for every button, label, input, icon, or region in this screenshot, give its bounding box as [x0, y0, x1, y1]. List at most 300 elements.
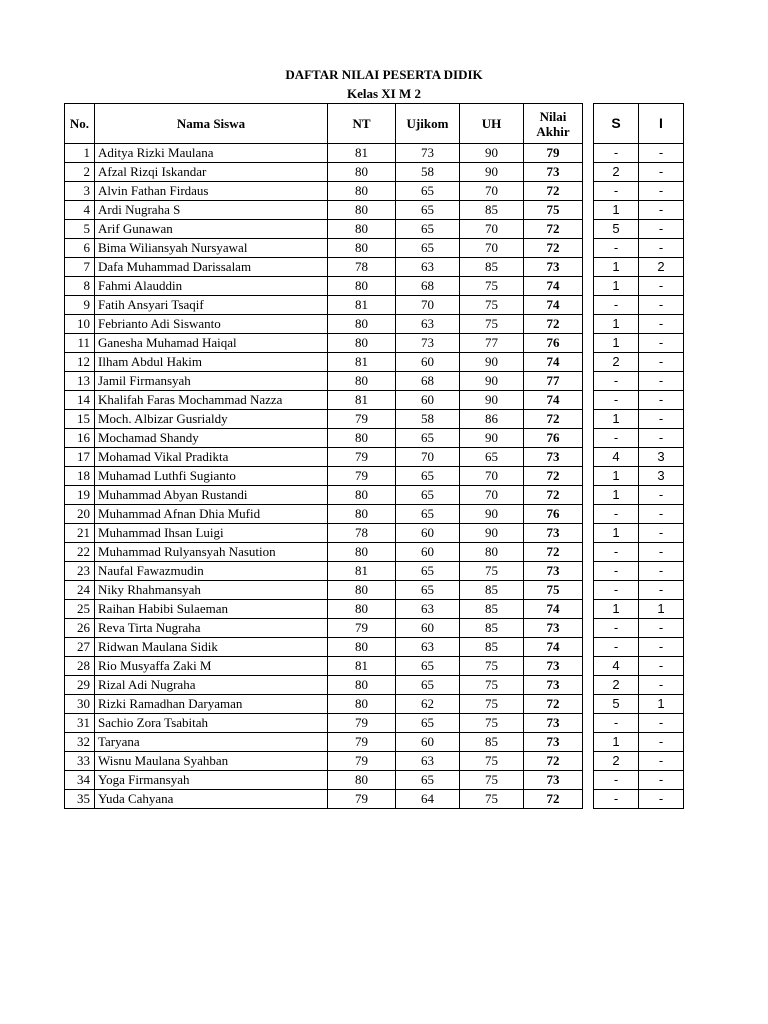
cell-ujikom: 63	[396, 638, 460, 657]
cell-no: 18	[65, 467, 95, 486]
cell-nilai-akhir: 72	[524, 239, 583, 258]
attendance-row	[594, 790, 684, 809]
cell-uh: 75	[460, 676, 524, 695]
table-row	[65, 714, 583, 733]
cell-name: Mohamad Vikal Pradikta	[95, 448, 328, 467]
cell-no: 26	[65, 619, 95, 638]
cell-uh: 90	[460, 163, 524, 182]
cell-nilai-akhir: 76	[524, 429, 583, 448]
cell-s: -	[594, 543, 639, 562]
cell-name: Sachio Zora Tsabitah	[95, 714, 328, 733]
attendance-row	[594, 220, 684, 239]
attendance-row	[594, 334, 684, 353]
cell-nt: 79	[328, 448, 396, 467]
cell-uh: 85	[460, 581, 524, 600]
cell-name: Bima Wiliansyah Nursyawal	[95, 239, 328, 258]
cell-no: 30	[65, 695, 95, 714]
cell-nt: 80	[328, 771, 396, 790]
cell-no: 2	[65, 163, 95, 182]
attendance-row	[594, 201, 684, 220]
cell-uh: 70	[460, 467, 524, 486]
cell-s: -	[594, 714, 639, 733]
cell-uh: 70	[460, 239, 524, 258]
cell-nilai-akhir: 73	[524, 448, 583, 467]
cell-nt: 80	[328, 676, 396, 695]
table-row	[65, 315, 583, 334]
cell-uh: 65	[460, 448, 524, 467]
cell-name: Reva Tirta Nugraha	[95, 619, 328, 638]
table-row	[65, 144, 583, 163]
header-no: No.	[65, 104, 95, 144]
cell-i: -	[639, 676, 684, 695]
table-row	[65, 353, 583, 372]
cell-s: -	[594, 391, 639, 410]
cell-ujikom: 65	[396, 657, 460, 676]
cell-nilai-akhir: 74	[524, 296, 583, 315]
cell-uh: 75	[460, 657, 524, 676]
table-row	[65, 486, 583, 505]
cell-ujikom: 65	[396, 220, 460, 239]
cell-uh: 85	[460, 619, 524, 638]
table-row	[65, 334, 583, 353]
cell-i: -	[639, 752, 684, 771]
table-row	[65, 695, 583, 714]
table-row	[65, 258, 583, 277]
table-row	[65, 657, 583, 676]
cell-uh: 75	[460, 562, 524, 581]
cell-i: -	[639, 353, 684, 372]
header-nilai-akhir	[524, 104, 583, 144]
cell-nilai-akhir: 75	[524, 201, 583, 220]
cell-nt: 79	[328, 467, 396, 486]
table-row	[65, 448, 583, 467]
cell-i: -	[639, 505, 684, 524]
cell-ujikom: 58	[396, 410, 460, 429]
cell-nt: 81	[328, 353, 396, 372]
cell-uh: 75	[460, 790, 524, 809]
cell-ujikom: 73	[396, 144, 460, 163]
cell-ujikom: 63	[396, 315, 460, 334]
cell-nt: 80	[328, 429, 396, 448]
attendance-row	[594, 372, 684, 391]
cell-i: -	[639, 220, 684, 239]
cell-name: Afzal Rizqi Iskandar	[95, 163, 328, 182]
table-row	[65, 505, 583, 524]
cell-ujikom: 62	[396, 695, 460, 714]
cell-s: 1	[594, 524, 639, 543]
cell-uh: 90	[460, 391, 524, 410]
cell-no: 22	[65, 543, 95, 562]
cell-nilai-akhir: 73	[524, 771, 583, 790]
cell-s: -	[594, 429, 639, 448]
cell-s: 4	[594, 448, 639, 467]
cell-uh: 75	[460, 714, 524, 733]
cell-nilai-akhir: 74	[524, 353, 583, 372]
cell-i: -	[639, 277, 684, 296]
cell-uh: 90	[460, 524, 524, 543]
table-row	[65, 220, 583, 239]
table-row	[65, 600, 583, 619]
header-nt: NT	[328, 104, 396, 144]
attendance-row	[594, 467, 684, 486]
grades-table	[64, 103, 583, 809]
cell-uh: 85	[460, 201, 524, 220]
cell-s: 1	[594, 277, 639, 296]
cell-ujikom: 65	[396, 581, 460, 600]
table-row	[65, 182, 583, 201]
cell-name: Rizal Adi Nugraha	[95, 676, 328, 695]
table-row	[65, 524, 583, 543]
attendance-row	[594, 733, 684, 752]
cell-name: Dafa Muhammad Darissalam	[95, 258, 328, 277]
attendance-row	[594, 296, 684, 315]
cell-nilai-akhir: 73	[524, 714, 583, 733]
cell-no: 13	[65, 372, 95, 391]
cell-i: -	[639, 372, 684, 391]
cell-nilai-akhir: 72	[524, 752, 583, 771]
cell-name: Muhammad Rulyansyah Nasution	[95, 543, 328, 562]
attendance-row	[594, 752, 684, 771]
cell-i: -	[639, 296, 684, 315]
cell-nilai-akhir: 77	[524, 372, 583, 391]
cell-nt: 80	[328, 486, 396, 505]
attendance-row	[594, 353, 684, 372]
cell-no: 25	[65, 600, 95, 619]
attendance-row	[594, 676, 684, 695]
cell-s: -	[594, 638, 639, 657]
cell-i: -	[639, 562, 684, 581]
cell-nt: 78	[328, 524, 396, 543]
cell-nt: 79	[328, 619, 396, 638]
cell-name: Ridwan Maulana Sidik	[95, 638, 328, 657]
cell-no: 19	[65, 486, 95, 505]
table-row	[65, 543, 583, 562]
cell-no: 15	[65, 410, 95, 429]
cell-name: Febrianto Adi Siswanto	[95, 315, 328, 334]
table-row	[65, 790, 583, 809]
cell-nt: 81	[328, 144, 396, 163]
attendance-row	[594, 163, 684, 182]
cell-s: 5	[594, 220, 639, 239]
cell-ujikom: 60	[396, 391, 460, 410]
cell-name: Muhammad Ihsan Luigi	[95, 524, 328, 543]
cell-ujikom: 68	[396, 277, 460, 296]
cell-s: -	[594, 182, 639, 201]
cell-nilai-akhir: 72	[524, 695, 583, 714]
cell-no: 32	[65, 733, 95, 752]
cell-name: Niky Rhahmansyah	[95, 581, 328, 600]
cell-ujikom: 58	[396, 163, 460, 182]
cell-i: -	[639, 790, 684, 809]
cell-no: 3	[65, 182, 95, 201]
cell-i: -	[639, 657, 684, 676]
cell-i: -	[639, 714, 684, 733]
cell-i: 1	[639, 600, 684, 619]
cell-s: 1	[594, 258, 639, 277]
cell-uh: 75	[460, 771, 524, 790]
cell-no: 23	[65, 562, 95, 581]
cell-no: 5	[65, 220, 95, 239]
cell-name: Raihan Habibi Sulaeman	[95, 600, 328, 619]
attendance-row	[594, 391, 684, 410]
cell-no: 33	[65, 752, 95, 771]
cell-i: -	[639, 619, 684, 638]
cell-nilai-akhir: 73	[524, 258, 583, 277]
cell-nilai-akhir: 72	[524, 182, 583, 201]
cell-s: 1	[594, 201, 639, 220]
cell-s: -	[594, 562, 639, 581]
header-nilai-akhir-line2: Akhir	[536, 123, 570, 139]
cell-ujikom: 60	[396, 524, 460, 543]
cell-name: Wisnu Maulana Syahban	[95, 752, 328, 771]
cell-ujikom: 65	[396, 486, 460, 505]
cell-i: -	[639, 182, 684, 201]
attendance-row	[594, 581, 684, 600]
header-name: Nama Siswa	[95, 104, 328, 144]
cell-name: Fahmi Alauddin	[95, 277, 328, 296]
table-row	[65, 296, 583, 315]
cell-nt: 81	[328, 657, 396, 676]
cell-uh: 86	[460, 410, 524, 429]
cell-name: Khalifah Faras Mochammad Nazza	[95, 391, 328, 410]
cell-s: 2	[594, 676, 639, 695]
cell-s: 5	[594, 695, 639, 714]
cell-ujikom: 63	[396, 258, 460, 277]
cell-s: -	[594, 372, 639, 391]
attendance-row	[594, 714, 684, 733]
table-row	[65, 410, 583, 429]
cell-nt: 79	[328, 410, 396, 429]
cell-no: 34	[65, 771, 95, 790]
cell-no: 35	[65, 790, 95, 809]
table-row	[65, 581, 583, 600]
cell-no: 27	[65, 638, 95, 657]
attendance-row	[594, 562, 684, 581]
cell-ujikom: 65	[396, 182, 460, 201]
cell-name: Jamil Firmansyah	[95, 372, 328, 391]
cell-no: 14	[65, 391, 95, 410]
cell-s: 2	[594, 163, 639, 182]
cell-no: 16	[65, 429, 95, 448]
cell-nt: 80	[328, 334, 396, 353]
table-row	[65, 391, 583, 410]
cell-ujikom: 65	[396, 505, 460, 524]
table-row	[65, 638, 583, 657]
cell-ujikom: 60	[396, 619, 460, 638]
cell-s: 1	[594, 486, 639, 505]
cell-no: 21	[65, 524, 95, 543]
cell-nilai-akhir: 72	[524, 790, 583, 809]
cell-uh: 85	[460, 733, 524, 752]
cell-nt: 80	[328, 581, 396, 600]
cell-s: -	[594, 144, 639, 163]
cell-name: Moch. Albizar Gusrialdy	[95, 410, 328, 429]
cell-nt: 81	[328, 296, 396, 315]
table-row	[65, 619, 583, 638]
cell-uh: 77	[460, 334, 524, 353]
cell-nilai-akhir: 79	[524, 144, 583, 163]
cell-nilai-akhir: 73	[524, 676, 583, 695]
cell-uh: 70	[460, 220, 524, 239]
table-row	[65, 676, 583, 695]
cell-nilai-akhir: 73	[524, 657, 583, 676]
cell-i: -	[639, 334, 684, 353]
cell-ujikom: 65	[396, 676, 460, 695]
cell-s: -	[594, 296, 639, 315]
cell-ujikom: 63	[396, 752, 460, 771]
cell-s: 4	[594, 657, 639, 676]
cell-no: 28	[65, 657, 95, 676]
cell-nilai-akhir: 74	[524, 638, 583, 657]
cell-i: -	[639, 543, 684, 562]
table-row	[65, 562, 583, 581]
cell-ujikom: 65	[396, 467, 460, 486]
header-ujikom: Ujikom	[396, 104, 460, 144]
cell-name: Rio Musyaffa Zaki M	[95, 657, 328, 676]
cell-ujikom: 60	[396, 543, 460, 562]
cell-nt: 79	[328, 733, 396, 752]
cell-nt: 81	[328, 391, 396, 410]
cell-name: Fatih Ansyari Tsaqif	[95, 296, 328, 315]
cell-s: 1	[594, 600, 639, 619]
cell-nt: 80	[328, 220, 396, 239]
cell-nilai-akhir: 73	[524, 619, 583, 638]
cell-uh: 90	[460, 505, 524, 524]
table-row	[65, 467, 583, 486]
cell-uh: 70	[460, 182, 524, 201]
attendance-row	[594, 182, 684, 201]
attendance-row	[594, 505, 684, 524]
table-row	[65, 277, 583, 296]
cell-nilai-akhir: 72	[524, 486, 583, 505]
cell-nt: 78	[328, 258, 396, 277]
cell-i: 3	[639, 448, 684, 467]
table-header-row	[65, 104, 583, 144]
cell-ujikom: 73	[396, 334, 460, 353]
cell-uh: 80	[460, 543, 524, 562]
cell-no: 29	[65, 676, 95, 695]
cell-name: Muhamad Luthfi Sugianto	[95, 467, 328, 486]
cell-nt: 79	[328, 714, 396, 733]
cell-ujikom: 64	[396, 790, 460, 809]
cell-nt: 79	[328, 790, 396, 809]
table-row	[65, 201, 583, 220]
cell-ujikom: 65	[396, 201, 460, 220]
table-row	[65, 372, 583, 391]
cell-no: 24	[65, 581, 95, 600]
cell-nt: 80	[328, 638, 396, 657]
attendance-row	[594, 239, 684, 258]
cell-uh: 85	[460, 638, 524, 657]
cell-no: 9	[65, 296, 95, 315]
cell-uh: 75	[460, 277, 524, 296]
cell-i: -	[639, 581, 684, 600]
attendance-row	[594, 543, 684, 562]
cell-nt: 80	[328, 543, 396, 562]
cell-i: 2	[639, 258, 684, 277]
cell-nilai-akhir: 74	[524, 277, 583, 296]
cell-ujikom: 65	[396, 562, 460, 581]
cell-i: -	[639, 163, 684, 182]
cell-nt: 81	[328, 562, 396, 581]
table-row	[65, 163, 583, 182]
cell-s: -	[594, 790, 639, 809]
cell-name: Ilham Abdul Hakim	[95, 353, 328, 372]
document-title: DAFTAR NILAI PESERTA DIDIK	[285, 67, 483, 82]
attendance-row	[594, 524, 684, 543]
table-row	[65, 752, 583, 771]
cell-uh: 90	[460, 372, 524, 391]
cell-no: 31	[65, 714, 95, 733]
attendance-row	[594, 448, 684, 467]
cell-i: -	[639, 144, 684, 163]
cell-name: Aditya Rizki Maulana	[95, 144, 328, 163]
cell-nilai-akhir: 72	[524, 220, 583, 239]
cell-i: 3	[639, 467, 684, 486]
attendance-row	[594, 277, 684, 296]
cell-no: 6	[65, 239, 95, 258]
cell-nt: 79	[328, 752, 396, 771]
cell-i: -	[639, 201, 684, 220]
attendance-row	[594, 486, 684, 505]
attendance-row	[594, 258, 684, 277]
cell-s: -	[594, 239, 639, 258]
cell-no: 12	[65, 353, 95, 372]
cell-no: 17	[65, 448, 95, 467]
cell-i: -	[639, 733, 684, 752]
cell-nilai-akhir: 76	[524, 505, 583, 524]
attendance-row	[594, 638, 684, 657]
cell-i: -	[639, 239, 684, 258]
cell-name: Yuda Cahyana	[95, 790, 328, 809]
cell-s: 1	[594, 315, 639, 334]
cell-s: 1	[594, 334, 639, 353]
cell-name: Arif Gunawan	[95, 220, 328, 239]
cell-nilai-akhir: 73	[524, 562, 583, 581]
cell-nt: 80	[328, 201, 396, 220]
cell-ujikom: 60	[396, 353, 460, 372]
cell-nilai-akhir: 74	[524, 600, 583, 619]
cell-nt: 80	[328, 600, 396, 619]
cell-ujikom: 65	[396, 429, 460, 448]
cell-name: Taryana	[95, 733, 328, 752]
header-uh: UH	[460, 104, 524, 144]
cell-no: 1	[65, 144, 95, 163]
cell-i: -	[639, 315, 684, 334]
attendance-row	[594, 144, 684, 163]
cell-nilai-akhir: 72	[524, 410, 583, 429]
cell-name: Ardi Nugraha S	[95, 201, 328, 220]
table-row	[65, 733, 583, 752]
header-s: S	[594, 104, 639, 144]
cell-no: 11	[65, 334, 95, 353]
header-nilai-akhir-line1: Nilai	[539, 108, 567, 124]
cell-i: -	[639, 771, 684, 790]
cell-ujikom: 70	[396, 296, 460, 315]
cell-nilai-akhir: 72	[524, 315, 583, 334]
cell-name: Muhammad Abyan Rustandi	[95, 486, 328, 505]
cell-ujikom: 65	[396, 771, 460, 790]
cell-uh: 75	[460, 695, 524, 714]
cell-s: -	[594, 771, 639, 790]
cell-i: -	[639, 524, 684, 543]
cell-ujikom: 63	[396, 600, 460, 619]
cell-no: 7	[65, 258, 95, 277]
attendance-row	[594, 771, 684, 790]
cell-nilai-akhir: 72	[524, 543, 583, 562]
cell-uh: 85	[460, 258, 524, 277]
cell-name: Alvin Fathan Firdaus	[95, 182, 328, 201]
